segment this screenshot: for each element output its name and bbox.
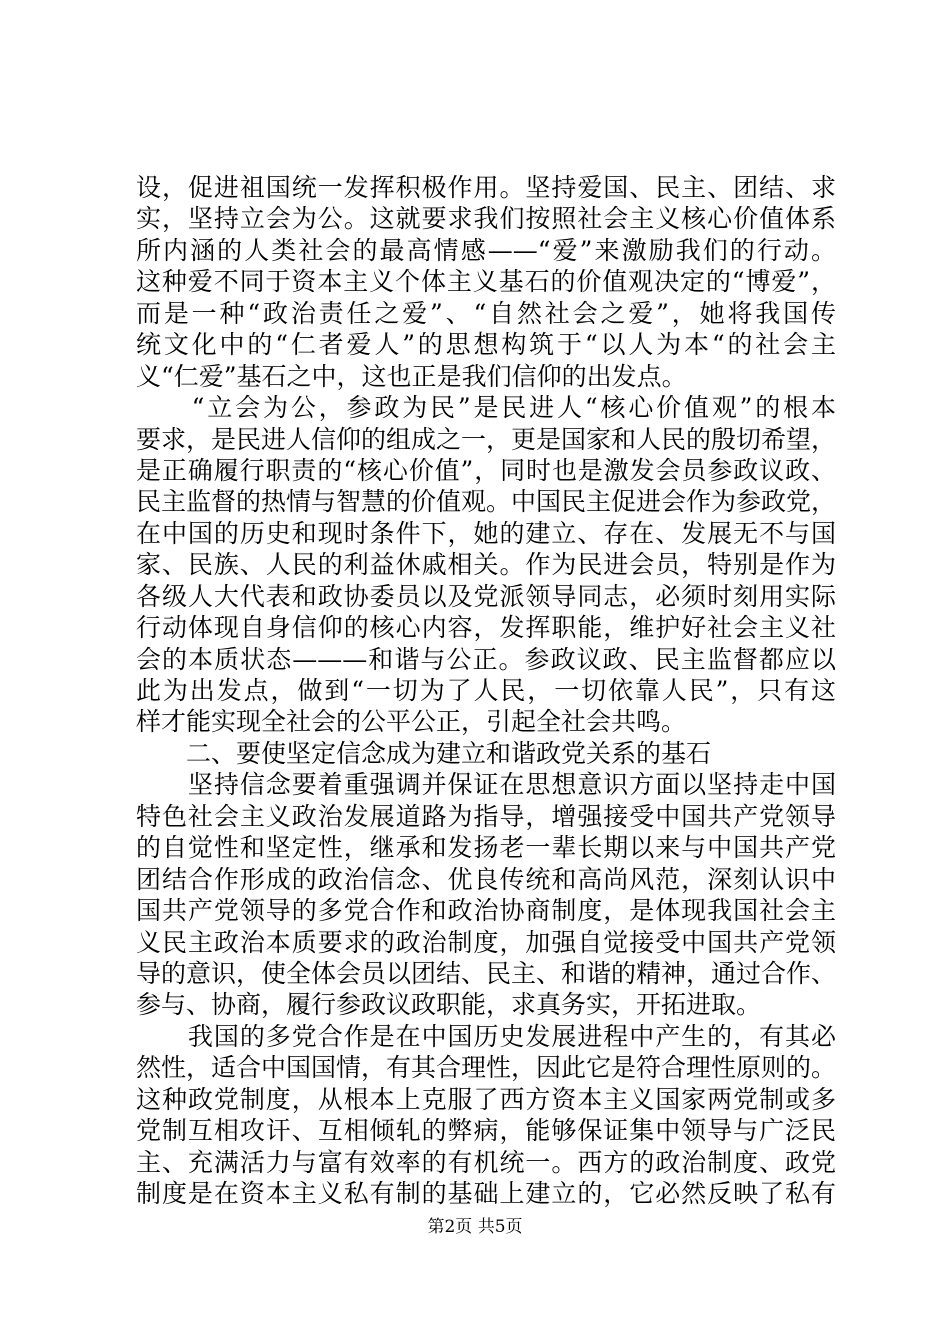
text-line: 制度是在资本主义私有制的基础上建立的，它必然反映了私有 (136, 1179, 836, 1208)
text-line: 我国的多党合作是在中国历史发展进程中产生的，有其必 (136, 1021, 836, 1051)
text-line: 要求，是民进人信仰的组成之一，更是国家和人民的殷切希望， (136, 424, 836, 454)
text-line: 特色社会主义政治发展道路为指导，增强接受中国共产党领导 (136, 801, 836, 831)
text-line: 会的本质状态———和谐与公正。参政议政、民主监督都应以 (136, 644, 836, 674)
text-line: 国共产党领导的多党合作和政治协商制度，是体现我国社会主 (136, 896, 836, 926)
text-line: 在中国的历史和现时条件下，她的建立、存在、发展无不与国 (136, 518, 836, 548)
document-body (136, 172, 836, 1209)
text-line: 实，坚持立会为公。这就要求我们按照社会主义核心价值体系 (136, 204, 836, 234)
text-line: 然性，适合中国国情，有其合理性，因此它是符合理性原则的。 (136, 1053, 836, 1083)
text-line: “立会为公，参政为民”是民进人“核心价值观”的根本 (136, 393, 836, 423)
page-footer: 第2页 共5页 (427, 1217, 523, 1237)
text-line: 此为出发点，做到“一切为了人民，一切依靠人民”，只有这 (136, 676, 836, 705)
text-line: 这种政党制度，从根本上克服了西方资本主义国家两党制或多 (136, 1084, 836, 1114)
text-line: 主、充满活力与富有效率的有机统一。西方的政治制度、政党 (136, 1147, 836, 1177)
text-line: 民主监督的热情与智慧的价值观。中国民主促进会作为参政党， (136, 487, 836, 517)
text-line: 是正确履行职责的“核心价值”，同时也是激发会员参政议政、 (136, 455, 836, 485)
text-line: 的自觉性和坚定性，继承和发扬老一辈长期以来与中国共产党 (136, 833, 836, 863)
text-line: 设，促进祖国统一发挥积极作用。坚持爱国、民主、团结、求 (136, 173, 836, 202)
text-line: 这种爱不同于资本主义个体主义基石的价值观决定的“博爱”， (136, 267, 836, 297)
text-line: 党制互相攻讦、互相倾轧的弊病，能够保证集中领导与广泛民 (136, 1116, 836, 1146)
text-line: 而是一种“政治责任之爱”、“自然社会之爱”，她将我国传 (136, 298, 836, 328)
text-line: 义民主政治本质要求的政治制度，加强自觉接受中国共产党领 (136, 927, 836, 957)
text-line: 家、民族、人民的利益休戚相关。作为民进会员，特别是作为 (136, 550, 836, 580)
text-line: 行动体现自身信仰的核心内容，发挥职能，维护好社会主义社 (136, 613, 836, 643)
text-line: 参与、协商，履行参政议政职能，求真务实，开拓进取。 (136, 990, 762, 1020)
text-line: 统文化中的“仁者爱人”的思想构筑于“以人为本“的社会主 (136, 330, 836, 360)
text-line: 所内涵的人类社会的最高情感——“爱”来激励我们的行动。 (136, 235, 836, 265)
text-line: 坚持信念要着重强调并保证在思想意识方面以坚持走中国 (136, 770, 836, 800)
text-line: 义“仁爱”基石之中，这也正是我们信仰的出发点。 (136, 361, 687, 391)
text-line: 团结合作形成的政治信念、优良传统和高尚风范，深刻认识中 (136, 864, 836, 894)
text-line: 样才能实现全社会的公平公正，引起全社会共鸣。 (136, 707, 687, 737)
text-line: 二、要使坚定信念成为建立和谐政党关系的基石 (136, 738, 712, 768)
text-line: 导的意识，使全体会员以团结、民主、和谐的精神，通过合作、 (136, 958, 836, 988)
text-line: 各级人大代表和政协委员以及党派领导同志，必须时刻用实际 (136, 581, 836, 611)
